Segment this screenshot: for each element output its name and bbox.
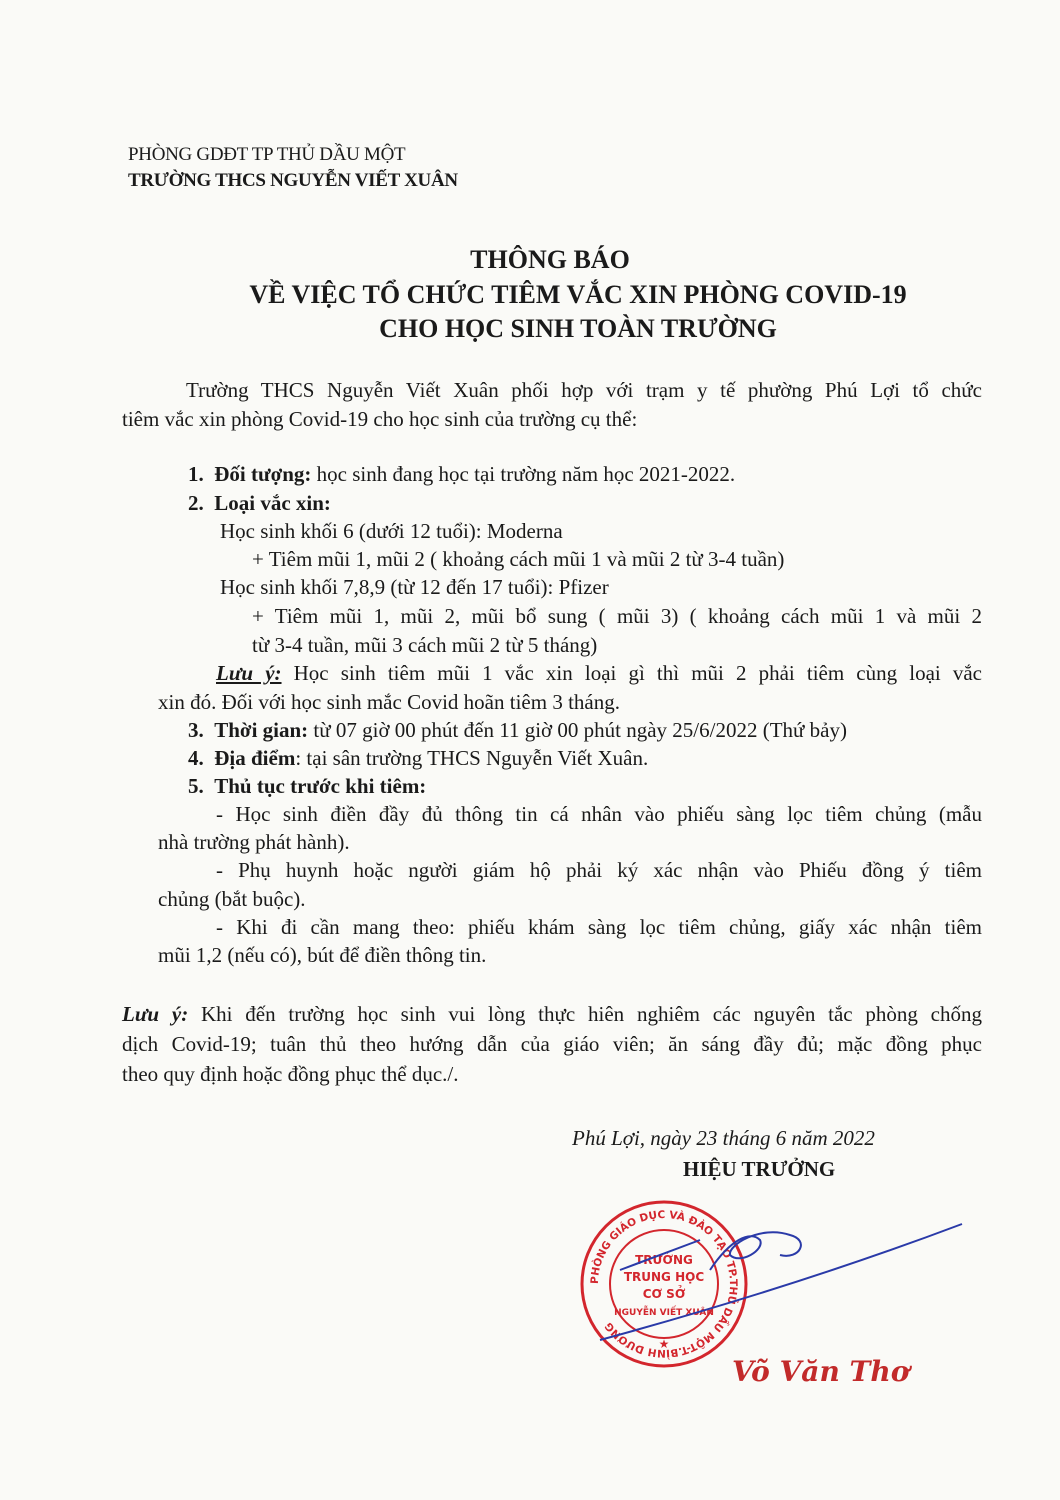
svg-text:NGUYỄN VIẾT XUÂN: NGUYỄN VIẾT XUÂN — [614, 1308, 714, 1318]
grade6-vaccine: Học sinh khối 6 (dưới 12 tuổi): Moderna — [220, 519, 563, 543]
school-name: TRƯỜNG THCS NGUYỄN VIẾT XUÂN — [128, 170, 458, 191]
notice-subtitle: VỀ VIỆC TỔ CHỨC TIÊM VẮC XIN PHÒNG COVID-19 — [249, 280, 907, 309]
item-location: 4. Địa điểm: tại sân trường THCS Nguyễn Viết Xuân. — [188, 746, 649, 770]
notice-title: THÔNG BÁO — [470, 245, 630, 274]
intro-line-1: Trường THCS Nguyễn Viết Xuân phối hợp với trạm y tế phường Phú Lợi tổ chức — [186, 378, 982, 402]
footer-note: Lưu ý: Khi đến trường học sinh vui lòng thực hiên nghiêm các nguyên tắc phòng chống — [122, 1002, 982, 1026]
procedure-1-cont: nhà trường phát hành). — [158, 830, 350, 854]
grade6-dose: + Tiêm mũi 1, mũi 2 ( khoảng cách mũi 1 và mũi 2 từ 3-4 tuần) — [252, 547, 785, 571]
signer-title: HIỆU TRƯỞNG — [683, 1157, 836, 1181]
intro-line-2: tiêm vắc xin phòng Covid-19 cho học sinh của trường cụ thể: — [122, 407, 638, 431]
notice-subtitle-2: CHO HỌC SINH TOÀN TRƯỜNG — [379, 314, 777, 343]
item-vaccine-type: 2. Loại vắc xin: — [188, 491, 331, 515]
procedure-2-cont: chủng (bắt buộc). — [158, 887, 306, 911]
procedure-3: - Khi đi cần mang theo: phiếu khám sàng lọc tiêm chủng, giấy xác nhận tiêm — [216, 915, 982, 939]
grade789-vaccine: Học sinh khối 7,8,9 (từ 12 đến 17 tuổi): Pfizer — [220, 575, 609, 599]
svg-text:CƠ SỞ: CƠ SỞ — [642, 1287, 686, 1301]
grade789-dose-1: + Tiêm mũi 1, mũi 2, mũi bổ sung ( mũi 3) ( khoảng cách mũi 1 và mũi 2 — [252, 604, 982, 628]
grade789-dose-2: từ 3-4 tuần, mũi 3 cách mũi 2 từ 5 tháng) — [252, 633, 598, 657]
vaccine-note-2: xin đó. Đối với học sinh mắc Covid hoãn tiêm 3 tháng. — [158, 690, 620, 714]
item-target: 1. Đối tượng: học sinh đang học tại trường năm học 2021-2022. — [188, 462, 736, 486]
svg-text:PHÒNG GIÁO DỤC VÀ ĐÀO TẠO TP.T: PHÒNG GIÁO DỤC VÀ ĐÀO TẠO TP.THỦ DẦU MỘT-T.BÌNH DƯƠNG — [588, 1208, 740, 1360]
department-name: PHÒNG GDĐT TP THỦ DẦU MỘT — [128, 144, 406, 165]
signer-name: Võ Văn Thơ — [732, 1355, 910, 1388]
footer-note-3: theo quy định hoặc đồng phục thể dục./. — [122, 1062, 459, 1086]
footer-note-2: dịch Covid-19; tuân thủ theo hướng dẫn của giáo viên; ăn sáng đầy đủ; mặc đồng phục — [122, 1032, 982, 1056]
procedure-2: - Phụ huynh hoặc người giám hộ phải ký xác nhận vào Phiếu đồng ý tiêm — [216, 858, 982, 882]
svg-text:TRƯỜNG: TRƯỜNG — [635, 1253, 693, 1267]
item-procedure: 5. Thủ tục trước khi tiêm: — [188, 774, 427, 798]
svg-text:★: ★ — [658, 1337, 670, 1351]
procedure-1: - Học sinh điền đầy đủ thông tin cá nhân vào phiếu sàng lọc tiêm chủng (mẫu — [216, 802, 982, 826]
svg-text:TRUNG HỌC: TRUNG HỌC — [623, 1270, 705, 1284]
vaccine-note: Lưu ý: Học sinh tiêm mũi 1 vắc xin loại gì thì mũi 2 phải tiêm cùng loại vắc — [216, 661, 982, 685]
item-time: 3. Thời gian: từ 07 giờ 00 phút đến 11 giờ 00 phút ngày 25/6/2022 (Thứ bảy) — [188, 718, 847, 742]
signature-strokes — [560, 1210, 970, 1360]
procedure-3-cont: mũi 1,2 (nếu có), bút để điền thông tin. — [158, 943, 487, 967]
place-date: Phú Lợi, ngày 23 tháng 6 năm 2022 — [572, 1126, 875, 1150]
